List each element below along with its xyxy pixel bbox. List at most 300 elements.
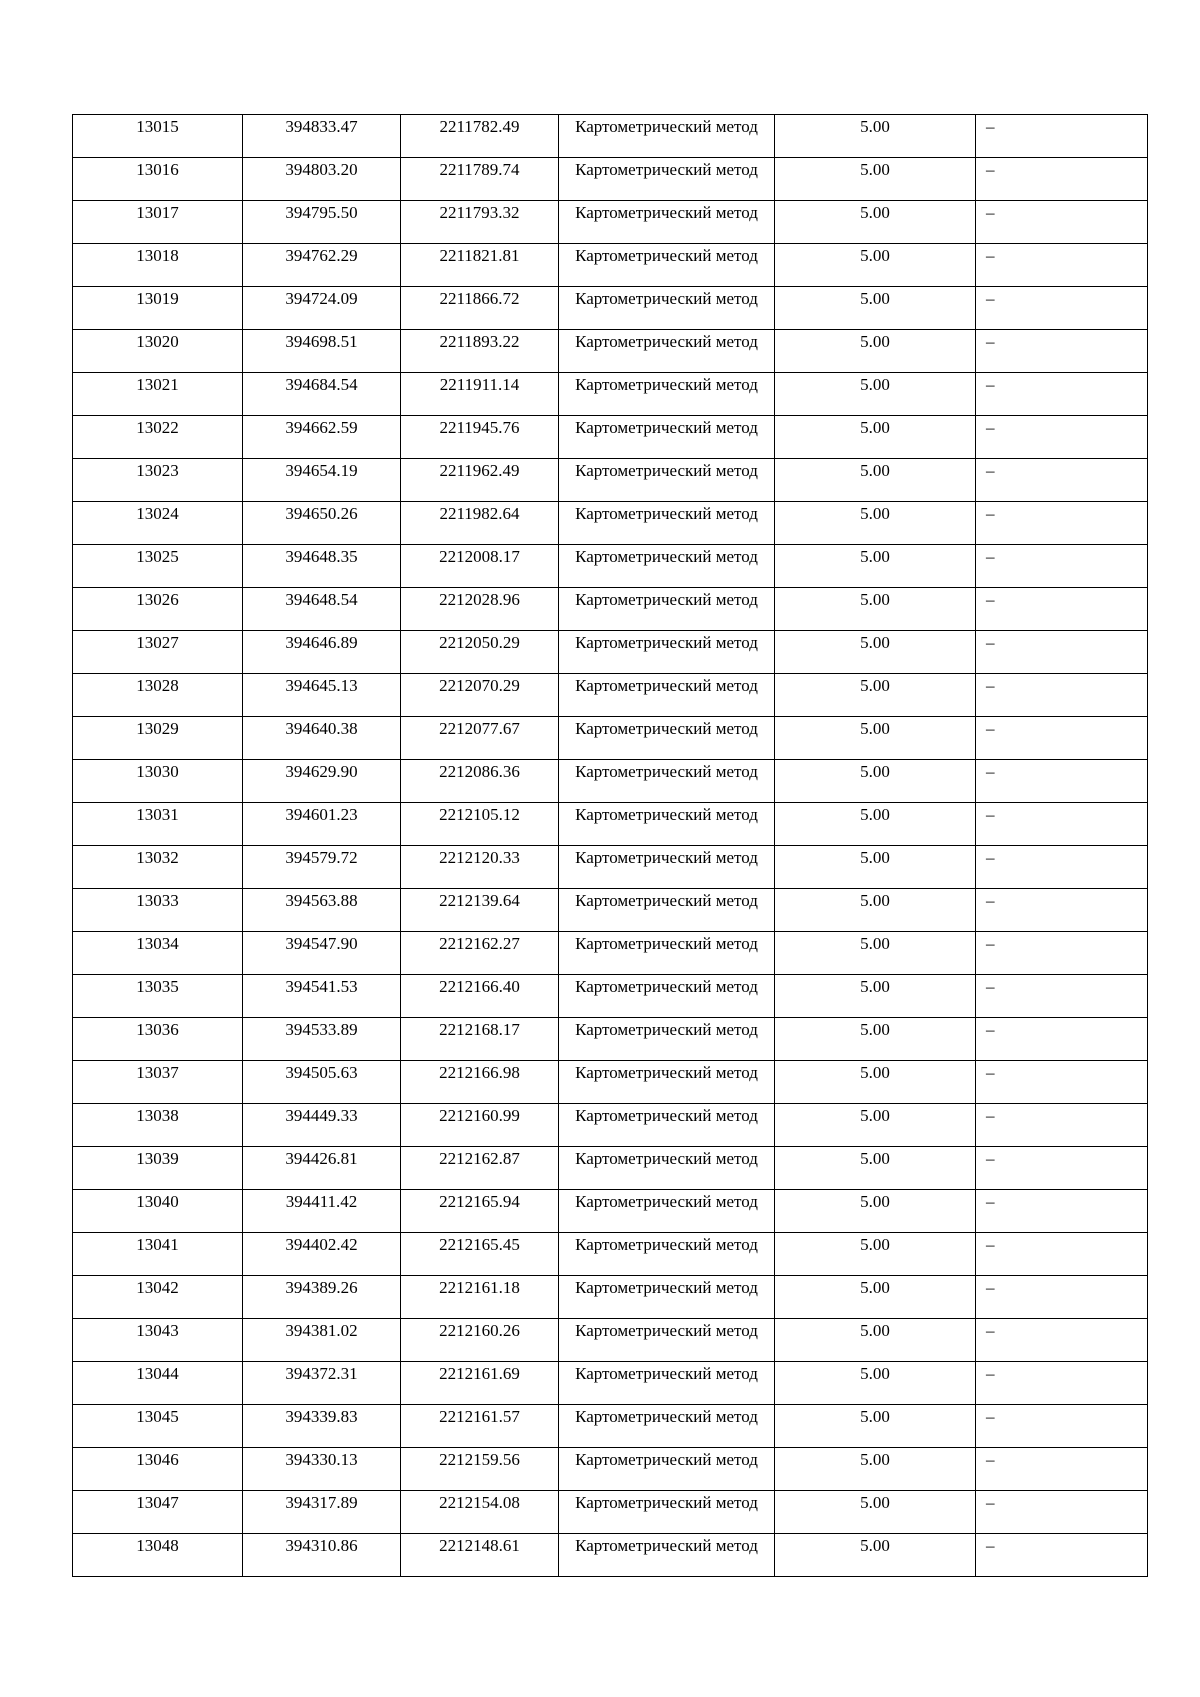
point-number-cell [73,803,243,846]
method-cell [559,760,775,803]
precision-cell-text: 5.00 [860,762,890,781]
precision-cell [775,975,976,1018]
point-number-cell [73,1104,243,1147]
y-coordinate-cell-text: 2212161.57 [439,1407,520,1426]
y-coordinate-cell-text: 2212139.64 [439,891,520,910]
x-coordinate-cell [243,1534,401,1577]
precision-cell-text: 5.00 [860,1493,890,1512]
note-cell-text: – [986,633,995,652]
point-number-cell [73,1362,243,1405]
point-number-cell [73,760,243,803]
point-number-cell-text: 13020 [136,332,179,351]
x-coordinate-cell [243,631,401,674]
precision-cell-text: 5.00 [860,289,890,308]
point-number-cell [73,244,243,287]
point-number-cell-text: 13031 [136,805,179,824]
point-number-cell-text: 13039 [136,1149,179,1168]
point-number-cell [73,287,243,330]
table-row [73,1190,1148,1233]
x-coordinate-cell [243,330,401,373]
point-number-cell-text: 13046 [136,1450,179,1469]
method-cell-text: Картометрический метод [575,762,758,781]
point-number-cell-text: 13034 [136,934,179,953]
precision-cell [775,115,976,158]
x-coordinate-cell [243,1104,401,1147]
note-cell-text: – [986,590,995,609]
precision-cell-text: 5.00 [860,719,890,738]
precision-cell-text: 5.00 [860,633,890,652]
precision-cell-text: 5.00 [860,117,890,136]
point-number-cell [73,459,243,502]
note-cell [976,1233,1148,1276]
precision-cell-text: 5.00 [860,805,890,824]
table-row [73,1276,1148,1319]
x-coordinate-cell [243,717,401,760]
x-coordinate-cell-text: 394330.13 [285,1450,358,1469]
precision-cell [775,932,976,975]
note-cell [976,330,1148,373]
y-coordinate-cell [401,545,559,588]
note-cell [976,1147,1148,1190]
table-row [73,1362,1148,1405]
note-cell-text: – [986,1106,995,1125]
method-cell-text: Картометрический метод [575,547,758,566]
table-row [73,1319,1148,1362]
note-cell [976,1448,1148,1491]
x-coordinate-cell-text: 394339.83 [285,1407,358,1426]
method-cell-text: Картометрический метод [575,461,758,480]
method-cell [559,717,775,760]
note-cell-text: – [986,375,995,394]
y-coordinate-cell [401,1319,559,1362]
note-cell-text: – [986,1321,995,1340]
point-number-cell [73,1276,243,1319]
point-number-cell [73,889,243,932]
x-coordinate-cell [243,1319,401,1362]
precision-cell [775,1276,976,1319]
x-coordinate-cell-text: 394541.53 [285,977,358,996]
point-number-cell [73,1319,243,1362]
method-cell-text: Картометрический метод [575,1235,758,1254]
point-number-cell-text: 13041 [136,1235,179,1254]
note-cell [976,674,1148,717]
method-cell-text: Картометрический метод [575,977,758,996]
y-coordinate-cell [401,1147,559,1190]
precision-cell-text: 5.00 [860,547,890,566]
precision-cell-text: 5.00 [860,891,890,910]
note-cell-text: – [986,977,995,996]
precision-cell [775,1534,976,1577]
point-number-cell-text: 13035 [136,977,179,996]
y-coordinate-cell-text: 2212166.40 [439,977,520,996]
precision-cell-text: 5.00 [860,1192,890,1211]
x-coordinate-cell [243,1405,401,1448]
x-coordinate-cell-text: 394449.33 [285,1106,358,1125]
method-cell [559,244,775,287]
y-coordinate-cell-text: 2212161.18 [439,1278,520,1297]
point-number-cell [73,1018,243,1061]
note-cell [976,1362,1148,1405]
y-coordinate-cell [401,588,559,631]
x-coordinate-cell-text: 394426.81 [285,1149,358,1168]
y-coordinate-cell [401,1018,559,1061]
precision-cell-text: 5.00 [860,461,890,480]
precision-cell-text: 5.00 [860,246,890,265]
y-coordinate-cell [401,416,559,459]
x-coordinate-cell-text: 394505.63 [285,1063,358,1082]
method-cell [559,158,775,201]
point-number-cell [73,717,243,760]
method-cell [559,545,775,588]
y-coordinate-cell [401,1061,559,1104]
x-coordinate-cell [243,459,401,502]
precision-cell [775,244,976,287]
table-row [73,889,1148,932]
method-cell-text: Картометрический метод [575,891,758,910]
precision-cell-text: 5.00 [860,1278,890,1297]
y-coordinate-cell [401,1276,559,1319]
precision-cell [775,674,976,717]
x-coordinate-cell-text: 394402.42 [285,1235,358,1254]
precision-cell-text: 5.00 [860,1235,890,1254]
table-row [73,588,1148,631]
table-row [73,373,1148,416]
note-cell-text: – [986,805,995,824]
point-number-cell [73,1147,243,1190]
y-coordinate-cell-text: 2212168.17 [439,1020,520,1039]
method-cell-text: Картометрический метод [575,289,758,308]
y-coordinate-cell-text: 2212165.94 [439,1192,520,1211]
x-coordinate-cell-text: 394645.13 [285,676,358,695]
method-cell-text: Картометрический метод [575,676,758,695]
precision-cell-text: 5.00 [860,934,890,953]
point-number-cell-text: 13047 [136,1493,179,1512]
method-cell-text: Картометрический метод [575,246,758,265]
y-coordinate-cell [401,373,559,416]
precision-cell [775,201,976,244]
precision-cell-text: 5.00 [860,1149,890,1168]
x-coordinate-cell-text: 394803.20 [285,160,358,179]
table-row [73,1405,1148,1448]
point-number-cell [73,932,243,975]
y-coordinate-cell-text: 2211782.49 [439,117,520,136]
x-coordinate-cell [243,1147,401,1190]
x-coordinate-cell-text: 394533.89 [285,1020,358,1039]
note-cell [976,158,1148,201]
x-coordinate-cell-text: 394629.90 [285,762,358,781]
method-cell-text: Картометрический метод [575,1149,758,1168]
point-number-cell-text: 13044 [136,1364,179,1383]
note-cell-text: – [986,1450,995,1469]
precision-cell [775,287,976,330]
table-row [73,158,1148,201]
method-cell [559,1233,775,1276]
x-coordinate-cell [243,932,401,975]
note-cell [976,1018,1148,1061]
precision-cell [775,717,976,760]
y-coordinate-cell [401,1362,559,1405]
precision-cell-text: 5.00 [860,848,890,867]
method-cell [559,1104,775,1147]
precision-cell [775,1362,976,1405]
method-cell [559,201,775,244]
x-coordinate-cell-text: 394654.19 [285,461,358,480]
y-coordinate-cell-text: 2211893.22 [439,332,520,351]
note-cell [976,201,1148,244]
y-coordinate-cell-text: 2212162.27 [439,934,520,953]
y-coordinate-cell [401,502,559,545]
precision-cell [775,373,976,416]
precision-cell-text: 5.00 [860,676,890,695]
point-number-cell [73,502,243,545]
x-coordinate-cell [243,889,401,932]
method-cell [559,373,775,416]
note-cell [976,932,1148,975]
table-row [73,330,1148,373]
x-coordinate-cell [243,416,401,459]
y-coordinate-cell-text: 2212162.87 [439,1149,520,1168]
precision-cell-text: 5.00 [860,332,890,351]
point-number-cell [73,1448,243,1491]
table-row [73,545,1148,588]
y-coordinate-cell [401,115,559,158]
note-cell [976,502,1148,545]
note-cell [976,1405,1148,1448]
table-row [73,201,1148,244]
table-row [73,416,1148,459]
x-coordinate-cell-text: 394563.88 [285,891,358,910]
precision-cell [775,459,976,502]
method-cell-text: Картометрический метод [575,1106,758,1125]
y-coordinate-cell [401,244,559,287]
table-row [73,459,1148,502]
x-coordinate-cell-text: 394646.89 [285,633,358,652]
x-coordinate-cell [243,373,401,416]
note-cell-text: – [986,1536,995,1555]
method-cell [559,330,775,373]
note-cell-text: – [986,762,995,781]
y-coordinate-cell-text: 2212166.98 [439,1063,520,1082]
note-cell-text: – [986,676,995,695]
precision-cell [775,846,976,889]
method-cell [559,502,775,545]
x-coordinate-cell [243,244,401,287]
table-row [73,1061,1148,1104]
table-row [73,760,1148,803]
x-coordinate-cell-text: 394795.50 [285,203,358,222]
precision-cell [775,1190,976,1233]
x-coordinate-cell [243,115,401,158]
x-coordinate-cell-text: 394724.09 [285,289,358,308]
y-coordinate-cell-text: 2211789.74 [439,160,520,179]
note-cell [976,459,1148,502]
method-cell [559,889,775,932]
note-cell-text: – [986,547,995,566]
table-row [73,1147,1148,1190]
point-number-cell-text: 13015 [136,117,179,136]
y-coordinate-cell-text: 2212161.69 [439,1364,520,1383]
table-row [73,502,1148,545]
x-coordinate-cell [243,975,401,1018]
y-coordinate-cell [401,1104,559,1147]
method-cell [559,803,775,846]
method-cell-text: Картометрический метод [575,1450,758,1469]
point-number-cell [73,115,243,158]
point-number-cell-text: 13038 [136,1106,179,1125]
note-cell [976,1534,1148,1577]
y-coordinate-cell-text: 2212050.29 [439,633,520,652]
note-cell [976,1104,1148,1147]
method-cell-text: Картометрический метод [575,848,758,867]
note-cell-text: – [986,1149,995,1168]
note-cell [976,1276,1148,1319]
precision-cell-text: 5.00 [860,203,890,222]
y-coordinate-cell-text: 2212028.96 [439,590,520,609]
point-number-cell [73,1491,243,1534]
x-coordinate-cell-text: 394381.02 [285,1321,358,1340]
method-cell-text: Картометрический метод [575,1321,758,1340]
x-coordinate-cell-text: 394317.89 [285,1493,358,1512]
method-cell [559,1362,775,1405]
method-cell [559,1534,775,1577]
note-cell-text: – [986,160,995,179]
table-row [73,932,1148,975]
x-coordinate-cell [243,674,401,717]
method-cell [559,115,775,158]
point-number-cell-text: 13016 [136,160,179,179]
x-coordinate-cell [243,588,401,631]
note-cell [976,287,1148,330]
point-number-cell [73,588,243,631]
note-cell [976,1491,1148,1534]
note-cell-text: – [986,289,995,308]
table-row [73,1448,1148,1491]
precision-cell-text: 5.00 [860,504,890,523]
method-cell [559,459,775,502]
note-cell [976,803,1148,846]
x-coordinate-cell [243,1018,401,1061]
y-coordinate-cell [401,201,559,244]
coordinates-table [72,114,1148,1577]
note-cell-text: – [986,1407,995,1426]
point-number-cell-text: 13028 [136,676,179,695]
method-cell [559,1448,775,1491]
x-coordinate-cell-text: 394650.26 [285,504,358,523]
precision-cell [775,1405,976,1448]
y-coordinate-cell-text: 2212120.33 [439,848,520,867]
precision-cell [775,1319,976,1362]
note-cell [976,588,1148,631]
table-row [73,803,1148,846]
note-cell [976,545,1148,588]
method-cell [559,1405,775,1448]
y-coordinate-cell-text: 2212160.99 [439,1106,520,1125]
y-coordinate-cell [401,760,559,803]
y-coordinate-cell-text: 2211982.64 [439,504,520,523]
note-cell [976,975,1148,1018]
method-cell-text: Картометрический метод [575,719,758,738]
precision-cell-text: 5.00 [860,590,890,609]
y-coordinate-cell-text: 2212165.45 [439,1235,520,1254]
x-coordinate-cell-text: 394698.51 [285,332,358,351]
table-row [73,1233,1148,1276]
precision-cell [775,631,976,674]
point-number-cell [73,330,243,373]
x-coordinate-cell-text: 394389.26 [285,1278,358,1297]
method-cell [559,932,775,975]
point-number-cell [73,846,243,889]
method-cell [559,631,775,674]
x-coordinate-cell-text: 394601.23 [285,805,358,824]
point-number-cell-text: 13043 [136,1321,179,1340]
precision-cell [775,760,976,803]
method-cell [559,674,775,717]
note-cell [976,1061,1148,1104]
point-number-cell [73,1190,243,1233]
y-coordinate-cell [401,889,559,932]
x-coordinate-cell [243,201,401,244]
x-coordinate-cell [243,502,401,545]
point-number-cell-text: 13036 [136,1020,179,1039]
precision-cell-text: 5.00 [860,1450,890,1469]
method-cell-text: Картометрический метод [575,160,758,179]
point-number-cell [73,201,243,244]
point-number-cell-text: 13027 [136,633,179,652]
x-coordinate-cell [243,803,401,846]
note-cell-text: – [986,934,995,953]
x-coordinate-cell-text: 394372.31 [285,1364,358,1383]
note-cell [976,115,1148,158]
precision-cell-text: 5.00 [860,160,890,179]
point-number-cell [73,1233,243,1276]
x-coordinate-cell [243,1190,401,1233]
y-coordinate-cell [401,330,559,373]
y-coordinate-cell-text: 2212077.67 [439,719,520,738]
method-cell-text: Картометрический метод [575,1192,758,1211]
note-cell [976,1190,1148,1233]
x-coordinate-cell-text: 394547.90 [285,934,358,953]
x-coordinate-cell-text: 394662.59 [285,418,358,437]
note-cell [976,373,1148,416]
table-row [73,975,1148,1018]
precision-cell [775,1061,976,1104]
x-coordinate-cell-text: 394648.35 [285,547,358,566]
table-row [73,1534,1148,1577]
note-cell [976,846,1148,889]
method-cell-text: Картометрический метод [575,1020,758,1039]
method-cell [559,1319,775,1362]
y-coordinate-cell [401,846,559,889]
method-cell [559,287,775,330]
y-coordinate-cell-text: 2212008.17 [439,547,520,566]
point-number-cell-text: 13023 [136,461,179,480]
x-coordinate-cell [243,760,401,803]
method-cell-text: Картометрический метод [575,1063,758,1082]
method-cell-text: Картометрический метод [575,590,758,609]
y-coordinate-cell [401,287,559,330]
precision-cell [775,1018,976,1061]
coordinates-table-body [73,115,1148,1577]
method-cell [559,1018,775,1061]
y-coordinate-cell-text: 2211945.76 [439,418,520,437]
precision-cell [775,1448,976,1491]
point-number-cell-text: 13042 [136,1278,179,1297]
x-coordinate-cell-text: 394684.54 [285,375,358,394]
point-number-cell-text: 13037 [136,1063,179,1082]
note-cell-text: – [986,504,995,523]
note-cell [976,717,1148,760]
precision-cell [775,158,976,201]
